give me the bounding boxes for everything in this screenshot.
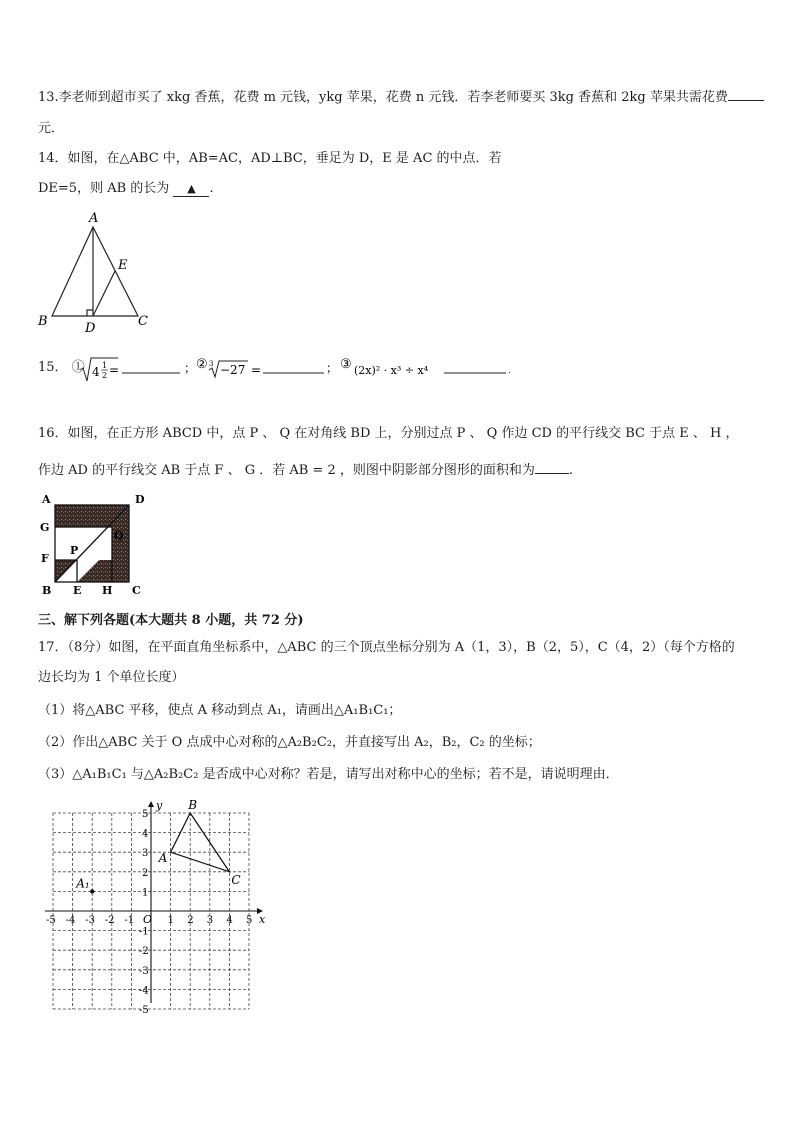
x-tick-label: 1 xyxy=(167,915,174,926)
q16-label-g: G xyxy=(40,521,50,534)
x-tick-label: 3 xyxy=(206,915,214,926)
svg-text:②: ② xyxy=(196,357,208,372)
svg-text:1: 1 xyxy=(102,361,108,370)
label-b: B xyxy=(38,314,48,329)
q16-label-b: B xyxy=(42,584,52,597)
q16-label-a: A xyxy=(42,493,51,506)
svg-text:4: 4 xyxy=(92,365,100,379)
q13-answer-blank[interactable] xyxy=(728,88,764,101)
q14-answer-blank[interactable] xyxy=(173,184,209,197)
y-tick-label: -4 xyxy=(139,985,149,997)
point-b-label: B xyxy=(188,798,198,812)
y-tick-label: -2 xyxy=(139,946,149,958)
q16-label-p: P xyxy=(70,544,79,557)
q15-math xyxy=(78,352,518,384)
label-a: A xyxy=(89,211,99,226)
point-c-label: C xyxy=(231,872,241,887)
q17-part3: （3）△A₁B₁C₁ 与△A₂B₂C₂ 是否成中心对称？若是，请写出对称中心的坐标；若不是，请说明理由． xyxy=(38,767,619,782)
q15-part1-marker: ① xyxy=(71,360,85,375)
y-tick-label: 2 xyxy=(142,867,149,879)
q16-label-f: F xyxy=(41,552,49,565)
x-tick-label: -4 xyxy=(65,915,76,926)
q13-text: 13.李老师到超市买了 xkg 香蕉，花费 m 元钱，ykg 苹果，花费 n 元钱．若李老师要买 3kg 香蕉和 2kg 苹果共需花费 xyxy=(38,90,728,105)
svg-text:=: = xyxy=(109,363,120,377)
svg-text:−27: −27 xyxy=(220,363,246,377)
x-tick-label: -1 xyxy=(124,915,135,926)
svg-text:；: ； xyxy=(326,361,339,375)
q14-triangle-mark: ▲ xyxy=(187,182,196,195)
label-d: D xyxy=(85,321,96,336)
y-tick-label: 1 xyxy=(142,887,149,899)
q15-line: 15． ① xyxy=(38,360,85,375)
y-tick-label: 5 xyxy=(142,809,149,820)
q16-label-d: D xyxy=(135,493,145,506)
q14-text: DE=5，则 AB 的长为 xyxy=(38,181,170,196)
label-e: E xyxy=(118,258,128,273)
section-3-title: 三、解下列各题(本大题共 8 小题，共 72 分) xyxy=(38,613,304,628)
origin-label: O xyxy=(143,913,153,926)
svg-text:=: = xyxy=(251,363,262,377)
svg-text:2: 2 xyxy=(102,371,108,380)
q13-line2: 元． xyxy=(38,121,65,136)
point-a1-label: A₁ xyxy=(76,876,90,891)
segment-de xyxy=(93,271,115,316)
triangle-abc xyxy=(171,813,230,872)
x-axis-label: x xyxy=(259,913,266,926)
q16-answer-blank[interactable] xyxy=(535,461,569,474)
y-tick-label: 4 xyxy=(142,828,149,840)
point-a-label: A xyxy=(158,851,168,866)
q17-part2: （2）作出△ABC 关于 O 点成中心对称的△A₂B₂C₂，并直接写出 A₂，B₂，C₂ 的坐标； xyxy=(38,735,541,750)
x-tick-label: -2 xyxy=(104,915,115,926)
point-a1 xyxy=(90,889,94,893)
y-axis-arrow xyxy=(148,801,154,807)
y-tick-label: -1 xyxy=(139,926,149,938)
q17-part1: （1）将△ABC 平移，使点 A 移动到点 A₁，请画出△A₁B₁C₁； xyxy=(38,703,402,718)
q16-line1: 16．如图，在正方形 ABCD 中，点 P 、 Q 在对角线 BD 上，分别过点 P 、 Q 作边 CD 的平行线交 BC 于点 E 、 H ， xyxy=(38,426,739,441)
y-axis-label: y xyxy=(156,799,163,812)
x-tick-label: 2 xyxy=(187,915,194,926)
q16-line2: 作边 AD 的平行线交 AB 于点 F 、 G ．若 AB = 2 ，则图中阴影部分图形的面积和为 . xyxy=(38,463,573,478)
svg-text:3: 3 xyxy=(209,360,214,368)
q17-line2: 边长均为 1 个单位长度） xyxy=(38,670,185,685)
q16-label-q: Q xyxy=(114,529,124,542)
q16-label-e: E xyxy=(73,584,82,597)
x-tick-label: -3 xyxy=(85,915,95,926)
q14-line2: DE=5，则 AB 的长为 ▲ . xyxy=(38,181,214,196)
q16-figure xyxy=(36,490,151,598)
q17-coordinate-grid xyxy=(38,790,278,1020)
y-tick-label: -3 xyxy=(139,965,149,977)
q17-line1: 17．（8分）如图，在平面直角坐标系中，△ABC 的三个顶点坐标分别为 A（1，3），B（2，5），C（4，2）（每个方格的 xyxy=(38,640,735,655)
svg-text:(2x)² · x³ ÷ x⁴: (2x)² · x³ ÷ x⁴ xyxy=(354,364,429,377)
x-tick-label: -5 xyxy=(46,915,56,926)
right-angle-mark xyxy=(87,310,93,316)
y-tick-label: 3 xyxy=(142,848,149,860)
label-c: C xyxy=(138,314,148,329)
q14-figure xyxy=(30,205,160,337)
svg-text:③: ③ xyxy=(340,357,352,372)
svg-text:；: ； xyxy=(184,361,197,375)
x-tick-label: 5 xyxy=(246,915,253,926)
q14-line1: 14．如图，在△ABC 中，AB=AC，AD⊥BC，垂足为 D，E 是 AC 的中点．若 xyxy=(38,151,502,166)
q16-label-c: C xyxy=(132,584,141,597)
x-tick-label: 4 xyxy=(226,915,233,926)
svg-text:.: . xyxy=(508,366,511,376)
q16-label-h: H xyxy=(102,584,113,597)
q13-line1 xyxy=(38,86,764,105)
y-tick-label: -5 xyxy=(139,1005,149,1016)
